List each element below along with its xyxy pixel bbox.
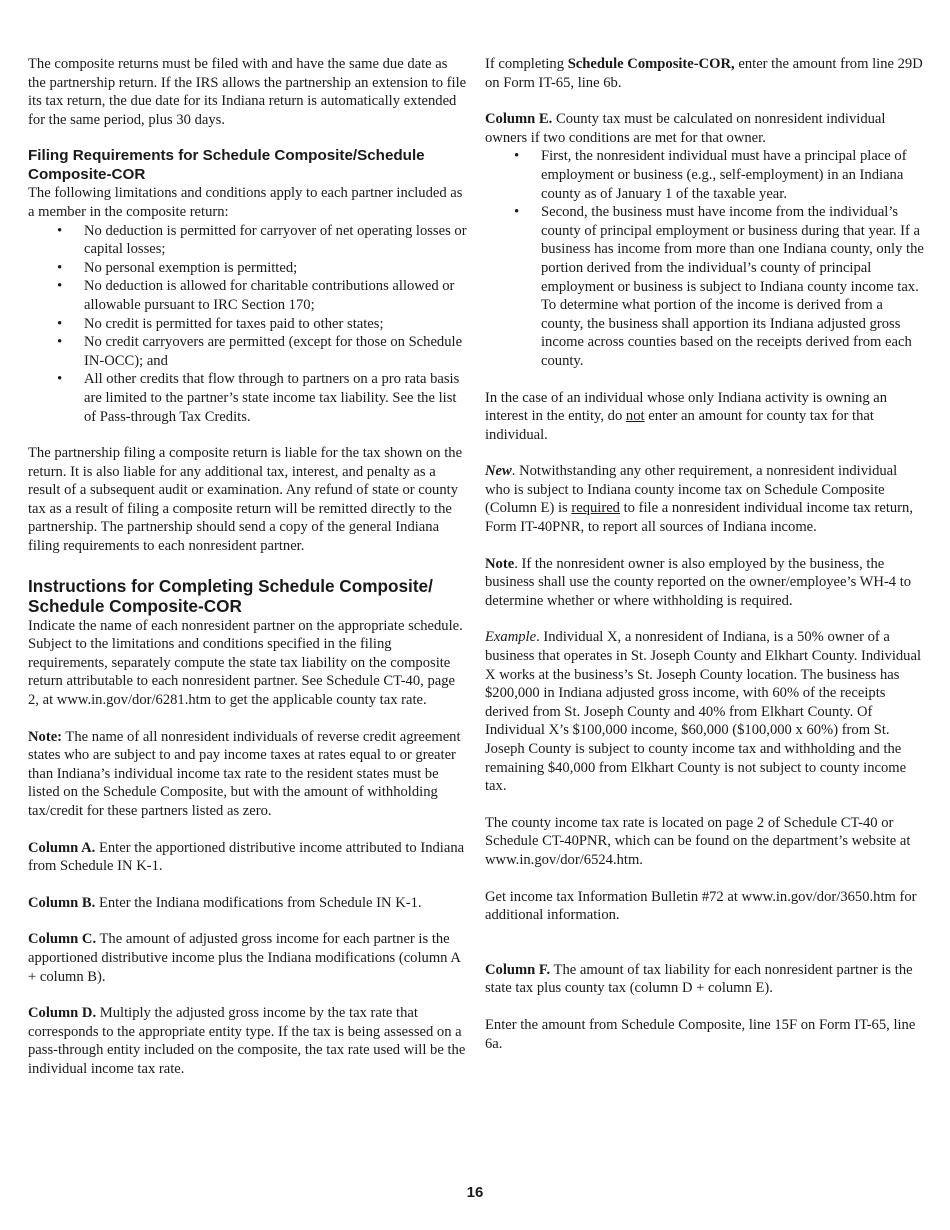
cor-text-post: enter the amount from line 29D on Form IT-65, line 6b. [485, 56, 923, 91]
liability-paragraph: The partnership filing a composite return is liable for the tax shown on the return. It is also liable for any additional tax, interest, and penalty as a result of a subsequent audit or examination. Any refund of state or county tax as a result of filing a composite return will be remitted directly to the partnership. The partnership should send a copy of the general Indiana filing requirements to each nonresident partner. [28, 445, 463, 555]
note2-text: . If the nonresident owner is also employed by the business, the business shall use the county reported on the owner/employee’s WH-4 to determine whether or where withholding is required. [485, 555, 912, 609]
column-d-text: Multiply the adjusted gross income by the tax rate that corresponds to the appropriate entity type. If the tax is being assessed on a pass-through entity included on the composite, the tax rate used will be the individual income tax rate. [28, 1005, 466, 1077]
column-d-paragraph [28, 1004, 468, 1078]
new-text-post: to file a nonresident individual income tax return, Form IT-40PNR, to report all sources of Indiana income. [485, 500, 913, 536]
composite-cor-paragraph [485, 55, 925, 92]
new-text-pre: . Notwithstanding any other requirement, a nonresident individual who is subject to Indiana county income tax on Schedule Composite (Column E) is [485, 463, 898, 517]
column-f-label: Column F. [485, 961, 551, 978]
example-label: Example [485, 629, 537, 646]
left-column [28, 55, 468, 1097]
column-b-text: Enter the Indiana modifications from Schedule IN K-1. [95, 894, 422, 911]
new-label: New [485, 463, 512, 480]
list-item: • All other credits that flow through to partners on a pro rata basis are limited to the partner’s state income tax liability. See the list of Pass-through Tax Credits. [84, 370, 468, 426]
cor-bold: Schedule Composite-COR, [567, 56, 735, 72]
list-item: • Second, the business must have income from the individual’s county of principal employment or business during that year. If a business has income from more than one Indiana county, only the portion derived from the individual’s county of principal employment or business is subject to Indiana county income tax. To determine what portion of the income is derived from a county, the business shall apportion its Indiana adjusted gross income across counties based on the receipts derived from each county. [541, 203, 925, 370]
column-a-label: Column A. [28, 839, 96, 856]
page-number: 16 [466, 1184, 484, 1201]
list-item: • First, the nonresident individual must have a principal place of employment or business (e.g., self-employment) in an Indiana county as of January 1 of the taxable year. [541, 147, 925, 203]
column-a-paragraph [28, 839, 468, 876]
bulletin-paragraph: Get income tax Information Bulletin #72 at www.in.gov/dor/3650.htm for additional information. [485, 888, 917, 924]
example-paragraph [485, 628, 925, 795]
right-column [485, 55, 925, 1071]
list-item: • No credit carryovers are permitted (except for those on Schedule IN-OCC); and [84, 333, 468, 370]
example-text: . Individual X, a nonresident of Indiana, is a 50% owner of a business that operates in St. Joseph County and Elkhart County. Individual X works at the business’s St. Joseph County location. The business has $200,000 in Indiana adjusted gross income, with 60% of the receipts derived from St. Joseph County and 40% from Elkhart County. Of Individual X’s $100,000 income, $60,000 ($100,000 x 60%) from St. Joseph County is subject to county income tax and withholding and the remaining $40,000 from Elkhart County is not subject to county income tax. [485, 629, 922, 795]
column-e-list [485, 147, 925, 370]
filing-requirements-heading: Filing Requirements for Schedule Composite/Schedule Composite-COR [28, 147, 425, 183]
note-paragraph [28, 728, 468, 821]
column-c-label: Column C. [28, 931, 97, 948]
filing-requirements-list [28, 222, 468, 427]
only-activity-pre: In the case of an individual whose only Indiana activity is owning an interest in the entity, do [485, 389, 888, 425]
column-f-paragraph [485, 961, 925, 998]
enter-amount-paragraph: Enter the amount from Schedule Composite, line 15F on Form IT-65, line 6a. [485, 1016, 916, 1052]
only-activity-paragraph [485, 389, 925, 445]
list-item: • No credit is permitted for taxes paid to other states; [84, 315, 468, 334]
list-item: • No deduction is allowed for charitable contributions allowed or allowable pursuant to IRC Section 170; [84, 277, 468, 314]
column-a-text: Enter the apportioned distributive income attributed to Indiana from Schedule IN K-1. [28, 839, 465, 875]
note2-label: Note [485, 555, 515, 572]
instructions-paragraph: Indicate the name of each nonresident partner on the appropriate schedule. Subject to the limitations and conditions specified in the filing requirements, separately compute the state tax liability on the composite return attributable to each nonresident partner. See Schedule CT-40, page 2, at www.in.gov/dor/6281.htm to get the applicable county tax rate. [28, 617, 463, 709]
column-b-label: Column B. [28, 894, 96, 911]
new-paragraph [485, 462, 925, 536]
column-f-text: The amount of tax liability for each nonresident partner is the state tax plus county tax (column D + column E). [485, 961, 913, 997]
column-e-text: County tax must be calculated on nonresident individual owners if two conditions are met for that owner. [485, 111, 886, 146]
cor-text-pre: If completing [485, 56, 568, 72]
new-underlined: required [571, 500, 620, 517]
column-c-text: The amount of adjusted gross income for each partner is the apportioned distributive income plus the Indiana modifications (column A + column B). [28, 931, 461, 985]
county-rate-paragraph: The county income tax rate is located on page 2 of Schedule CT-40 or Schedule CT-40PNR, which can be found on the department’s website at www.in.gov/dor/6524.htm. [485, 814, 911, 868]
list-item: • No personal exemption is permitted; [84, 259, 468, 278]
only-activity-underlined: not [625, 408, 645, 425]
column-e-paragraph [485, 110, 925, 147]
filing-intro: The following limitations and conditions apply to each partner included as a member in the composite return: [28, 185, 463, 220]
column-c-paragraph [28, 930, 468, 986]
intro-paragraph: The composite returns must be filed with and have the same due date as the partnership return. If the IRS allows the partnership an extension to file its tax return, the due date for its Indiana return is automatically extended for the same period, plus 30 days. [28, 56, 467, 128]
note2-paragraph [485, 555, 925, 611]
only-activity-post: enter an amount for county tax for that individual. [485, 408, 874, 443]
column-e-label: Column E. [485, 111, 553, 128]
note-label: Note: [28, 728, 63, 745]
note-text: The name of all nonresident individuals of reverse credit agreement states who are subject to and pay income taxes at rates equal to or greater than Indiana’s individual income tax rate to the resident states must be listed on the Schedule Composite, but with the amount of withholding tax/credit for these partners listed as zero. [28, 728, 461, 819]
instructions-heading: Instructions for Completing Schedule Composite/ Schedule Composite-COR [28, 575, 433, 617]
column-d-label: Column D. [28, 1005, 97, 1022]
column-b-paragraph [28, 894, 468, 913]
list-item: • No deduction is permitted for carryover of net operating losses or capital losses; [84, 222, 468, 259]
